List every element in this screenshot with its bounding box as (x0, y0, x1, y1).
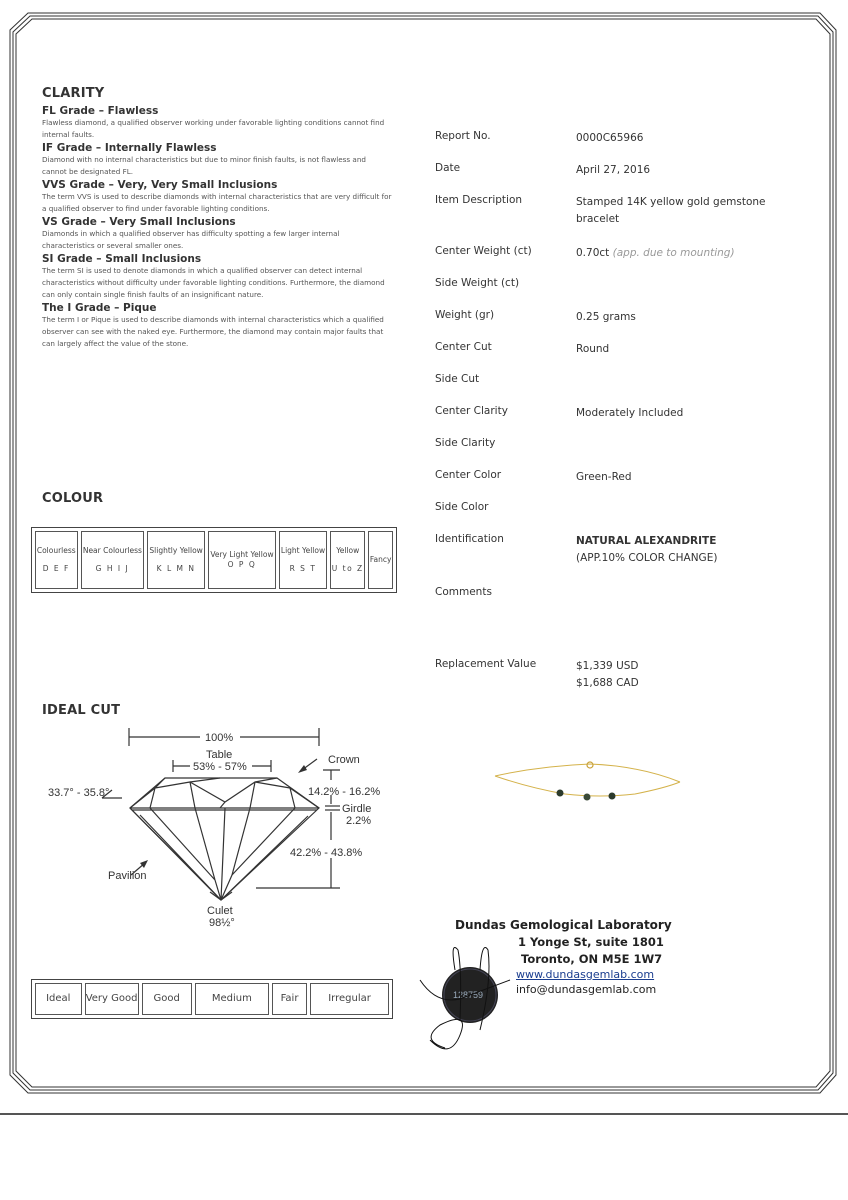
diamond-proportions-diagram (40, 720, 400, 930)
identification-value: NATURAL ALEXANDRITE (576, 535, 717, 547)
field-label: Comments (435, 586, 492, 598)
seal-number: 128759 (453, 990, 484, 1000)
clarity-section (42, 86, 402, 350)
colour-cell (81, 531, 145, 589)
girdle-value: 2.2% (346, 815, 372, 827)
colour-cell (368, 531, 393, 589)
clarity-grade (42, 179, 402, 215)
field-label: Side Color (435, 501, 489, 513)
page-divider (0, 1113, 848, 1115)
grade-description: Diamonds in which a qualified observer has difficulty spotting a few larger internal characteristics or several smaller ones. (42, 229, 340, 250)
colour-label: Light Yellow (280, 546, 326, 555)
field-label: Identification (435, 533, 504, 545)
center-clarity: Moderately Included (576, 407, 684, 419)
weight-grams: 0.25 grams (576, 311, 636, 323)
cut-grade-cell: Very Good (85, 983, 139, 1015)
table-label: Table (206, 749, 233, 761)
lab-address-line1: 1 Yonge St, suite 1801 (518, 935, 664, 949)
crown-label: Crown (328, 754, 360, 766)
colour-cell (330, 531, 365, 589)
cut-grade-cell: Medium (195, 983, 269, 1015)
field-label: Item Description (435, 194, 523, 206)
field-label: Replacement Value (435, 658, 537, 670)
colour-cell (279, 531, 327, 589)
lab-website-link[interactable]: www.dundasgemlab.com (516, 968, 655, 981)
total-width-label: 100% (205, 732, 234, 744)
clarity-grade (42, 253, 402, 301)
cut-grade-cell: Good (142, 983, 192, 1015)
crown-angle-label: 33.7° - 35.8° (48, 787, 110, 799)
field-label: Center Color (435, 469, 502, 481)
colour-label: Colourless (36, 546, 76, 555)
clarity-grade (42, 142, 402, 178)
report-date: April 27, 2016 (576, 164, 651, 176)
grade-description: Diamond with no internal characteristics but due to minor finish faults, is not flawless and cannot be designated FL. (42, 155, 366, 176)
table-range-label: 53% - 57% (193, 761, 247, 773)
center-color: Green-Red (576, 471, 632, 483)
field-label: Center Clarity (435, 405, 508, 417)
grade-title: FL Grade – Flawless (42, 105, 159, 117)
field-label: Weight (gr) (435, 309, 495, 321)
colour-label: Yellow (336, 546, 360, 555)
lab-name: Dundas Gemological Laboratory (455, 918, 672, 932)
cut-grade-cell: Ideal (35, 983, 82, 1015)
identification-note: (APP.10% COLOR CHANGE) (576, 552, 718, 564)
field-label: Side Clarity (435, 437, 496, 449)
cut-grade-cell: Fair (272, 983, 307, 1015)
center-weight (576, 245, 766, 262)
culet-value: 98½° (209, 917, 235, 929)
colour-letters: R S T (289, 564, 317, 573)
lab-email[interactable]: info@dundasgemlab.com (516, 983, 657, 996)
center-cut: Round (576, 343, 610, 355)
grade-title: IF Grade – Internally Flawless (42, 142, 217, 154)
grade-title: The I Grade – Pique (42, 302, 157, 314)
grade-description: The term VVS is used to describe diamonds with internal characteristics that are very difficult for a qualified observer to find under favorable lighting conditions. (42, 192, 392, 213)
field-label: Date (435, 162, 461, 174)
crown-height-label: 14.2% - 16.2% (308, 786, 381, 798)
field-label: Report No. (435, 130, 491, 142)
colour-letters: K L M N (156, 564, 196, 573)
grade-description: The term I or Pique is used to describe diamonds with internal characteristics which a qualified observer can see with the naked eye. Furthermore, the diamond may contain major faults that can largely affect the value of the stone. (42, 315, 384, 348)
culet-label: Culet (207, 905, 233, 917)
replacement-cad: $1,688 CAD (576, 677, 639, 689)
item-description: Stamped 14K yellow gold gemstone bracelet (576, 196, 766, 225)
colour-scale-table (31, 527, 397, 593)
field-label: Center Cut (435, 341, 492, 353)
colour-title: COLOUR (42, 491, 104, 506)
lab-info (455, 918, 672, 996)
colour-letters: U to Z (331, 564, 364, 573)
colour-cell (35, 531, 78, 589)
colour-cell (208, 531, 276, 589)
replacement-value (576, 658, 766, 692)
cut-grade-cell: Irregular (310, 983, 389, 1015)
lab-address-line2: Toronto, ON M5E 1W7 (521, 952, 663, 966)
colour-letters: D E F (42, 564, 70, 573)
field-label: Center Weight (ct) (435, 245, 532, 257)
bracelet-image (490, 758, 690, 808)
girdle-label: Girdle (342, 803, 372, 815)
colour-letters: G H I J (95, 564, 130, 573)
center-weight-value: 0.70ct (576, 247, 610, 259)
pavilion-label: Pavilion (108, 870, 147, 882)
cut-grade-table (31, 979, 393, 1019)
grade-title: SI Grade – Small Inclusions (42, 253, 202, 265)
colour-cell (147, 531, 205, 589)
colour-label: Fancy (369, 555, 392, 564)
ideal-cut-title: IDEAL CUT (42, 703, 121, 718)
grade-description: Flawless diamond, a qualified observer working under favorable lighting conditions cannot find internal faults. (42, 118, 385, 139)
grade-title: VS Grade – Very Small Inclusions (42, 216, 236, 228)
identification (576, 533, 766, 567)
field-label: Side Cut (435, 373, 480, 385)
grade-title: VVS Grade – Very, Very Small Inclusions (42, 179, 278, 191)
colour-label: Very Light Yellow (210, 550, 274, 559)
clarity-grade (42, 302, 402, 350)
grade-description: The term SI is used to denote diamonds in which a qualified observer can detect internal characteristics without difficulty under favorable lighting conditions. Furthermore, the diamond can only contain single finish faults of an insignificant nature. (42, 266, 385, 299)
clarity-title: CLARITY (42, 86, 105, 101)
clarity-grade (42, 105, 402, 141)
colour-label: Slightly Yellow (149, 546, 203, 555)
colour-label: Near Colourless (82, 546, 142, 555)
clarity-grade (42, 216, 402, 252)
replacement-usd: $1,339 USD (576, 660, 639, 672)
pavilion-depth-label: 42.2% - 43.8% (290, 847, 363, 859)
report-number: 0000C65966 (576, 132, 644, 144)
field-label: Side Weight (ct) (435, 277, 520, 289)
center-weight-note: (app. due to mounting) (612, 247, 735, 259)
colour-letters: O P Q (227, 560, 257, 569)
